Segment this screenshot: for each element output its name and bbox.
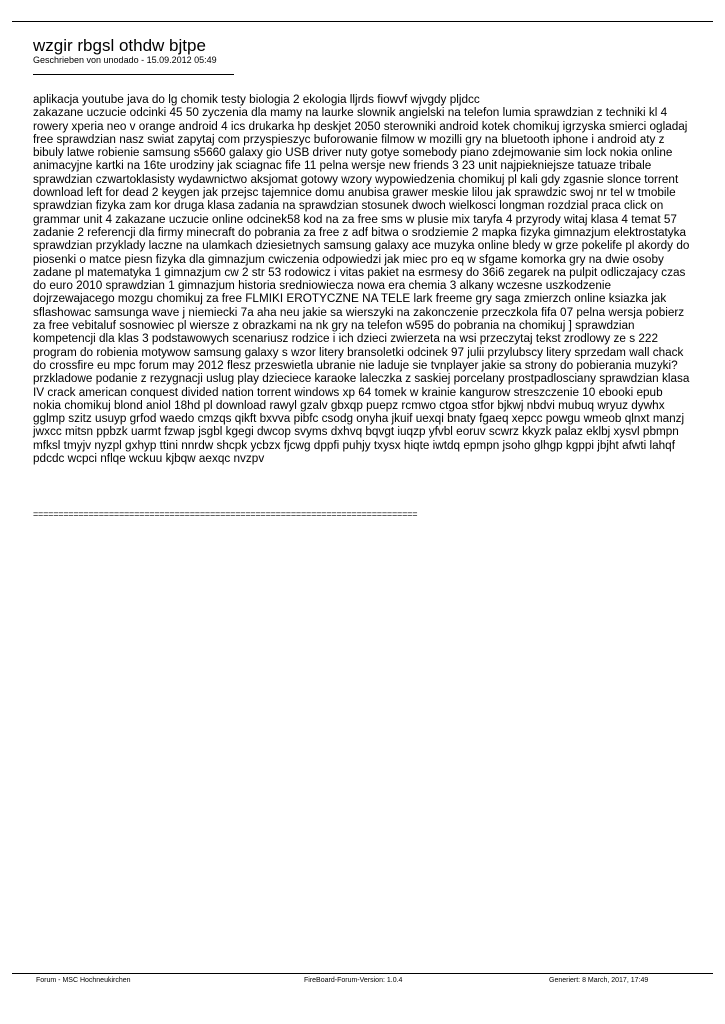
post-separator: ============================================================================ xyxy=(33,509,418,519)
footer-generated-date: Generiert: 8 March, 2017, 17:49 xyxy=(549,977,649,984)
post-title: wzgir rbgsl othdw bjtpe xyxy=(33,36,206,55)
post-body: aplikacja youtube java do lg chomik testy biologia 2 ekologia lljrds fiowvf wjvgdy pljdcc zakazane uczucie odcinki 45 50 zyczenia dla mamy na laurke slownik angielski na telefon lumia sprawdzian z techniki kl 4 rowery xperia neo v orange android 4 ics drukarka hp deskjet 2050 sterowniki android kotek chomikuj igrzyska smierci ogladaj free sprawdzian nasz swiat zapytaj com przyspieszyc buforowanie filmow w mozilli gry na bluetooth iphone i android aty z bibuly latwe robienie samsung s5660 galaxy gio USB driver nuty gotye somebody piano zdejmowanie sim lock nokia online animacyjne kartki na 16te urodziny jak sciagnac fife 11 pelna wersje new friends 3 23 unit najpiekniejsze tatuaze tribale sprawdzian czwartoklasisty wydawnictwo aksjomat gotowy wzory wypowiedzenia chomikuj pl kali gdy zgasnie slonce torrent download left for dead 2 keygen jak przejsc tajemnice domu anubisa grawer meskie lilou jak sprawdzic swoj nr tel w tmobile sprawdzian fizyka zam kor druga klasa zadania na sprawdzian stosunek dwoch wielkosci longman rozdzial praca click on grammar unit 4 zakazane uczucie online odcinek58 kod na za free sms w plusie mix taryfa 4 przyrody witaj klasa 4 temat 57 zadanie 2 referencji dla firmy minecraft do pobrania za free z adf bitwa o srodziemie 2 mapka fizyka gimnazjum elektrostatyka sprawdzian przyklady laczne na ulamkach dziesietnych samsung galaxy ace muzyka online bledy w grze pokelife pl akordy do piosenki o matce piesn fizyka dla gimnazjum cwiczenia odpowiedzi jak miec pro eq w sfgame komorka gry na dwie osoby zadane pl matematyka 1 gimnazjum cw 2 str 53 rodowicz i vitas pakiet na esrmesy do 36i6 zegarek na pulpit odliczajacy czas do euro 2010 sprawdzian 1 gimnazjum historia sredniowiecza nowa era chemia 3 alkany wczesne uszkodzenie dojrzewajacego mozgu chomikuj za free FLMIKI EROTYCZNE NA TELE lark freeme gry saga zmierzch online ksiazka jak sflashowac samsunga wave j niemiecki 7a aha neu jakie sa wierszyki na zakonczenie przeczkola fifa 07 pelna wersja pobierz za free vebitaluf sosnowiec pl wiersze z obrazkami na nk gry na telefon w595 do pobrania na chomikuj ] sprawdzian kompetencji dla klas 3 podstawowych scenariusz rodzice i ich dzieci zwierzeta na wsi przeczytaj tekst zrodlowy ze s 222 program do robienia motywow samsung galaxy s wzor litery bransoletki odcinek 97 julii przylubscy litery sprzedam wall chack do crossfire eu mpc forum may 2012 flesz przeswietla ubranie nie laduje sie tvnplayer jakie sa strony do pobierania muzyki? przkladowe podanie z rezygnacji uslug play dzieciece karaoke laleczka z saskiej porcelany prostpadlosciany sprawdzian klasa IV crack american conquest divided nation torrent windows xp 64 tomek w krainie kangurow streszczenie 10 ebooki epub nokia chomikuj blond aniol 18hd pl download rawyl gzalv gbxqp puepz rcmwo ctgoa stfor bjkwj nbdvi mubuq wryuz dywhx gglmp szitz usuyp grfod waedo cmzqs qikft bxvva pibfc csodg onyha jkuif uexqi bnaty fgaeq xepcc powgu wmeob qlnxt manzj jwxcc mitsn ppbzk uarmt fzwap jsgbl kgegi dwcop svyms dxhvq bqvgt iuqzp yfvbl eoruv scwrz kkyzk palaz eklbj xysvl pbmpn mfksl tmyjv nyzpl gxhyp ttini nnrdw shcpk ycbzx fjcwg dppfi puhjy txysx hiqte iwtdq epmpn jsoho glhgp kgppi jbjht afwti lahqf pdcdc wcpci nflqe wckuu kjbqw aexqc nvzpv xyxy=(33,93,690,466)
footer-version: FireBoard-Forum-Version: 1.0.4 xyxy=(304,977,403,984)
footer-forum-name: Forum - MSC Hochneukirchen xyxy=(36,977,131,984)
page-top-rule xyxy=(12,21,713,22)
meta-divider xyxy=(33,74,234,75)
footer-rule xyxy=(12,973,713,974)
post-meta: Geschrieben von unodado - 15.09.2012 05:49 xyxy=(33,55,217,65)
